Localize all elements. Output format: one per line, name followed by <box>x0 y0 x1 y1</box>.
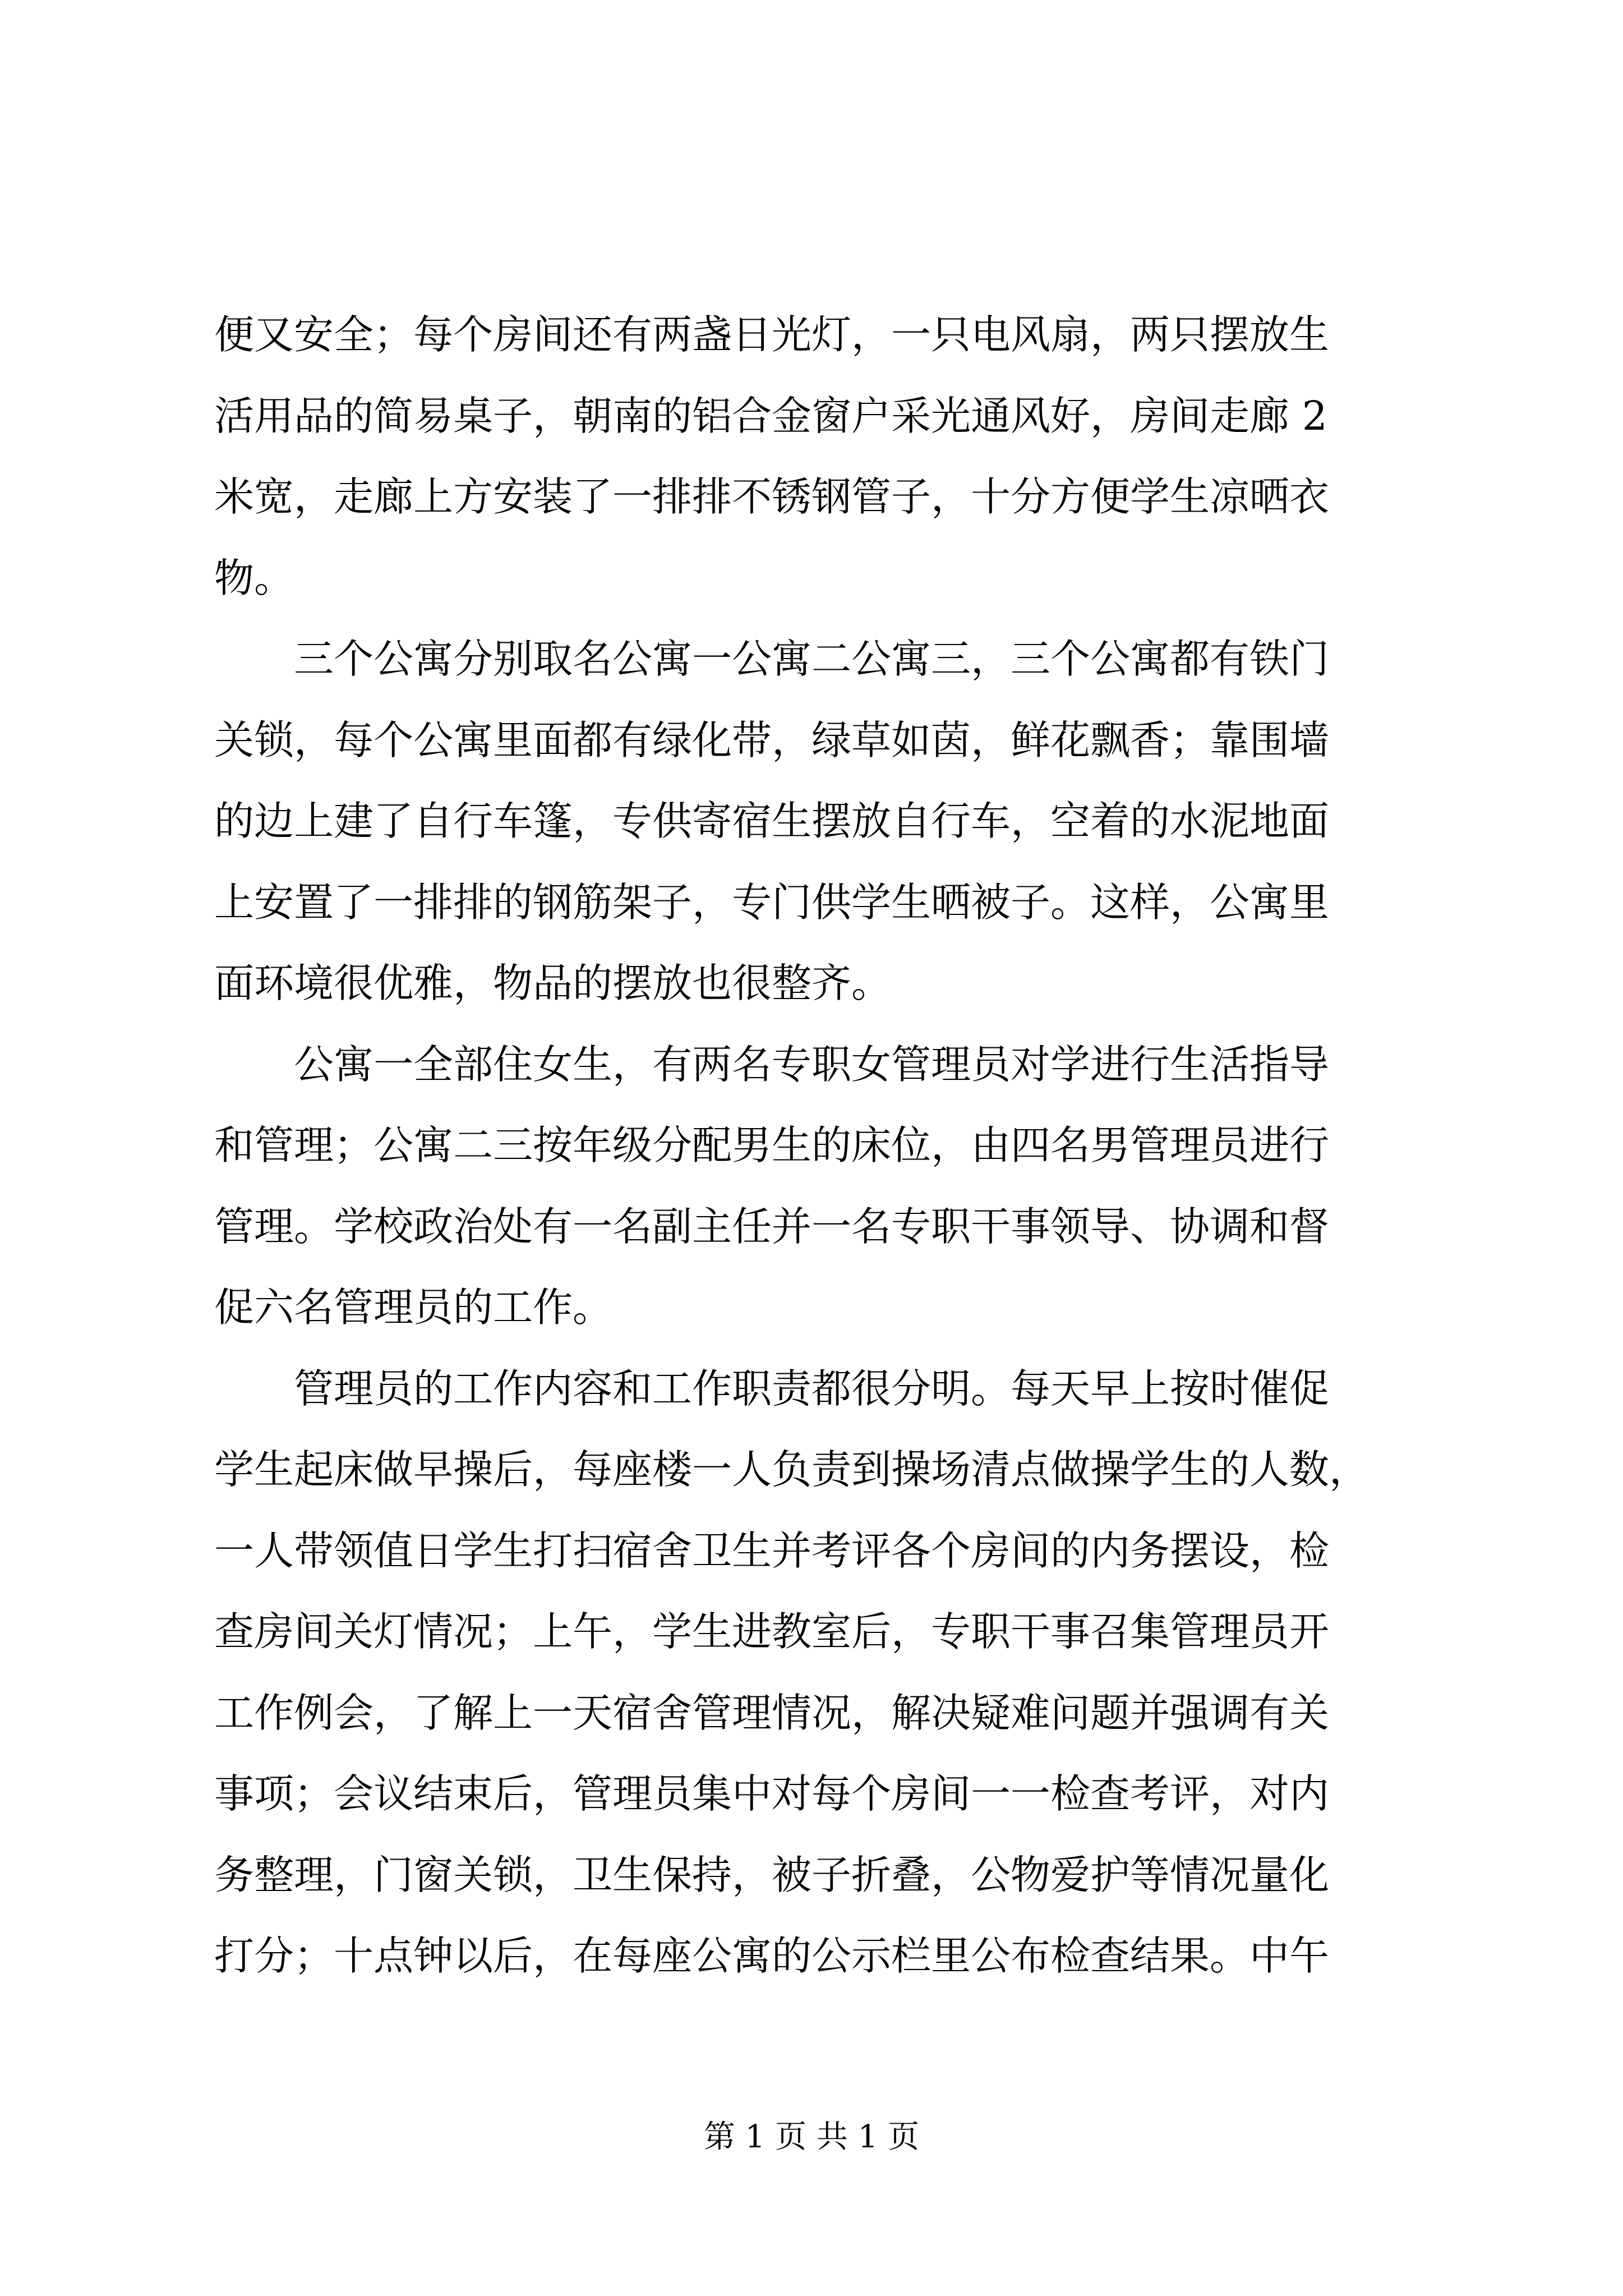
text-line: 三个公寓分别取名公寓一公寓二公寓三，三个公寓都有铁门 <box>294 636 1330 682</box>
text-line: 学生起床做早操后，每座楼一人负责到操场清点做操学生的人数， <box>214 1446 1370 1493</box>
text-line: 一人带领值日学生打扫宿舍卫生并考评各个房间的内务摆设，检 <box>214 1527 1330 1574</box>
text-line: 公寓一全部住女生，有两名专职女管理员对学进行生活指导 <box>294 1041 1330 1088</box>
text-line: 管理员的工作内容和工作职责都很分明。每天早上按时催促 <box>294 1365 1330 1412</box>
text-line: 米宽，走廊上方安装了一排排不锈钢管子，十分方便学生凉晒衣 <box>214 473 1330 520</box>
text-line: 上安置了一排排的钢筋架子，专门供学生晒被子。这样，公寓里 <box>214 878 1330 926</box>
text-line: 关锁，每个公寓里面都有绿化带，绿草如茵，鲜花飘香；靠围墙 <box>214 716 1330 763</box>
text-line: 便又安全；每个房间还有两盏日光灯，一只电风扇，两只摆放生 <box>214 311 1330 358</box>
text-line: 查房间关灯情况；上午，学生进教室后，专职干事召集管理员开 <box>214 1608 1330 1655</box>
document-body <box>214 295 1409 1997</box>
text-line: 促六名管理员的工作。 <box>214 1284 613 1331</box>
text-line: 面环境很优雅，物品的摆放也很整齐。 <box>214 960 892 1006</box>
text-line: 务整理，门窗关锁，卫生保持，被子折叠，公物爱护等情况量化 <box>214 1851 1330 1898</box>
text-line: 活用品的简易桌子，朝南的铝合金窗户采光通风好，房间走廊 2 <box>214 392 1327 439</box>
text-line: 物。 <box>214 554 294 601</box>
page-number-footer: 第 1 页 共 1 页 <box>703 2119 920 2155</box>
text-line: 管理。学校政治处有一名副主任并一名专职干事领导、协调和督 <box>214 1203 1330 1250</box>
text-line: 事项；会议结束后，管理员集中对每个房间一一检查考评，对内 <box>214 1770 1330 1817</box>
text-line: 的边上建了自行车篷，专供寄宿生摆放自行车，空着的水泥地面 <box>214 798 1330 844</box>
text-line: 和管理；公寓二三按年级分配男生的床位，由四名男管理员进行 <box>214 1122 1330 1168</box>
text-line: 工作例会，了解上一天宿舍管理情况，解决疑难问题并强调有关 <box>214 1689 1330 1736</box>
text-line: 打分；十点钟以后，在每座公寓的公示栏里公布检查结果。中午 <box>214 1932 1330 1979</box>
